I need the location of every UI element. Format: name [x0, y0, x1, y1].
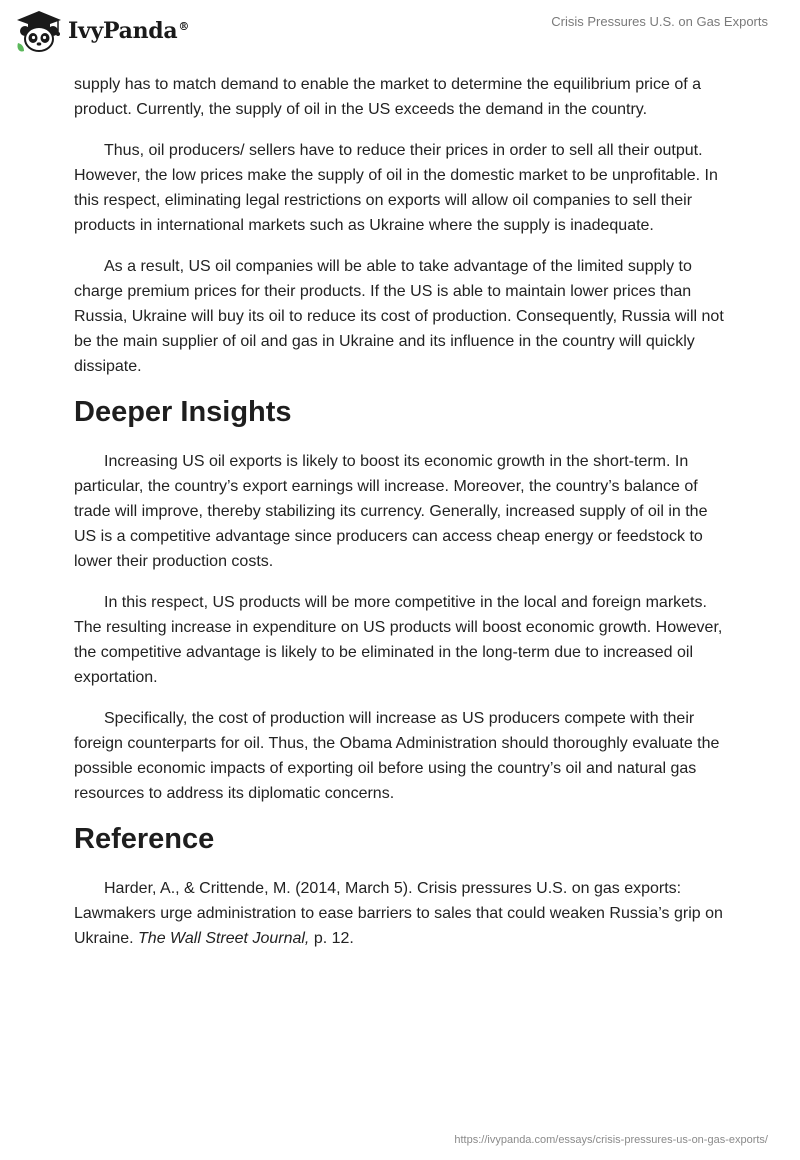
paragraph-continued: supply has to match demand to enable the market to determine the equilibrium price of a product. Currently, the supply of oil in the US exceeds the demand in the country.	[74, 76, 702, 118]
section-heading-deeper-insights: Deeper Insights	[74, 396, 292, 428]
document-title: Crisis Pressures U.S. on Gas Exports	[551, 14, 768, 29]
paragraph: Increasing US oil exports is likely to boost its economic growth in the short-term. In particular, the country’s export earnings will increase. Moreover, the country’s balance of trade will improve, thereby stabilizing its currency. Generally, increased supply of oil in the US is a competitive advantage since producers can access cheap energy or feedstock to lower their production costs.	[74, 453, 708, 570]
page-header	[0, 0, 800, 70]
reference-entry	[74, 876, 726, 951]
reference-page: p. 12.	[313, 930, 354, 947]
paragraph: Specifically, the cost of production will increase as US producers compete with their foreign counterparts for oil. Thus, the Obama Administration should thoroughly evaluate the possible economic impacts of exporting oil before using the country’s oil and natural gas resources to address its diplomatic concerns.	[74, 710, 720, 802]
panda-graduate-icon	[14, 9, 64, 53]
reference-text: Harder, A., & Crittende, M. (2014, March 5). Crisis pressures U.S. on gas exports: Lawmakers urge administration to ease barriers to sales that could weaken Russia’s grip on Ukraine.	[74, 880, 723, 947]
reference-journal: The Wall Street Journal,	[138, 930, 310, 947]
section-heading-reference: Reference	[74, 823, 215, 855]
registered-mark: ®	[178, 19, 190, 33]
paragraph: Thus, oil producers/ sellers have to reduce their prices in order to sell all their output. However, the low prices make the supply of oil in the domestic market to be unprofitable. In this respect, eliminating legal restrictions on exports will allow oil companies to sell their products in international markets such as Ukraine where the supply is inadequate.	[74, 142, 718, 234]
source-url[interactable]: https://ivypanda.com/essays/crisis-pressures-us-on-gas-exports/	[454, 1134, 768, 1146]
brand-name: IvyPanda®	[68, 18, 190, 44]
paragraph: In this respect, US products will be more competitive in the local and foreign markets. The resulting increase in expenditure on US products will boost economic growth. However, the competitive advantage is likely to be eliminated in the long-term due to increased oil exportation.	[74, 594, 723, 686]
essay-body	[74, 72, 726, 967]
paragraph: As a result, US oil companies will be able to take advantage of the limited supply to charge premium prices for their products. If the US is able to maintain lower prices than Russia, Ukraine will buy its oil to reduce its cost of production. Consequently, Russia will not be the main supplier of oil and gas in Ukraine and its influence in the country will quickly dissipate.	[74, 258, 724, 375]
brand-logo[interactable]	[14, 8, 189, 54]
